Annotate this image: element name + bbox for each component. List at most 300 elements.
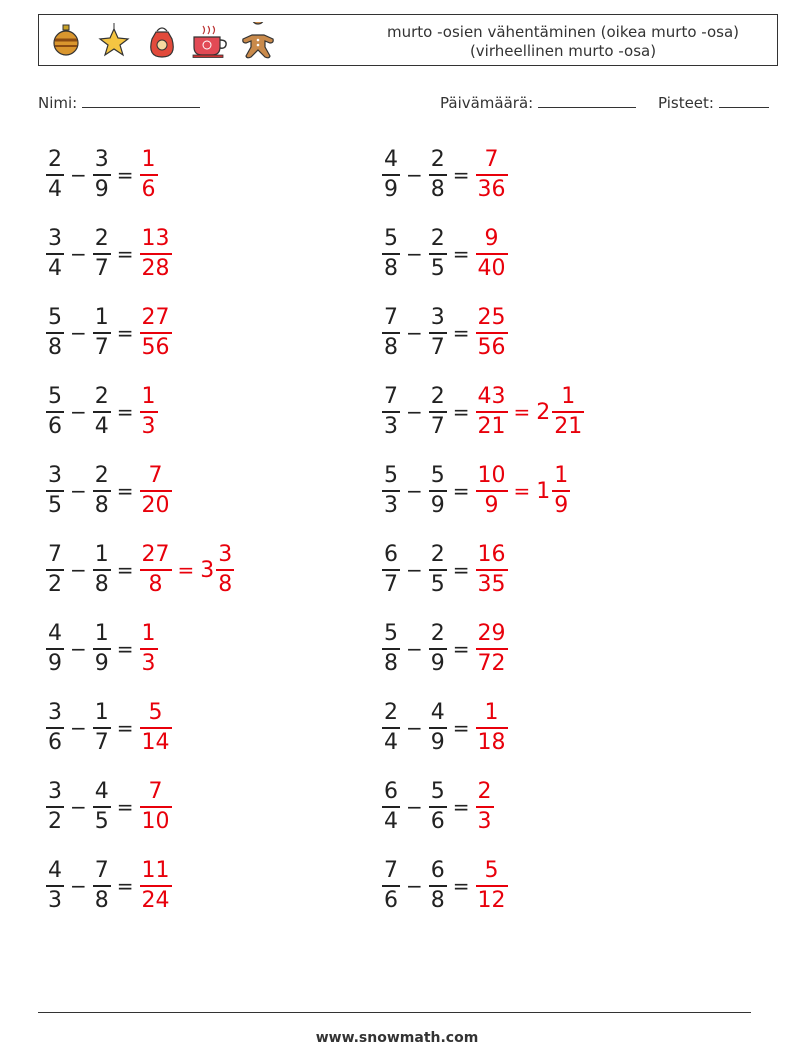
problem-item — [46, 698, 172, 758]
equals-sign: = — [452, 874, 470, 898]
minus-sign: − — [406, 558, 423, 582]
denominator: 6 — [384, 887, 398, 913]
equals-sign: = — [452, 163, 470, 187]
answer-fraction — [140, 384, 158, 440]
equals-sign: = — [452, 716, 470, 740]
denominator: 8 — [218, 571, 233, 597]
fraction-bar — [382, 806, 400, 808]
numerator: 1 — [94, 542, 109, 568]
minus-sign: − — [70, 321, 87, 345]
fraction-bar — [476, 174, 508, 176]
subtrahend-fraction — [93, 305, 111, 361]
minuend-fraction — [46, 305, 64, 361]
equals-sign: = — [452, 242, 470, 266]
problem-item — [382, 461, 570, 521]
denominator: 5 — [94, 808, 109, 834]
problem-item — [382, 698, 508, 758]
numerator: 1 — [94, 700, 109, 726]
mixed-whole-number: 3 — [200, 557, 215, 583]
fraction-bar — [476, 411, 508, 413]
answer-fraction — [476, 621, 508, 677]
subtrahend-fraction — [93, 621, 111, 677]
subtrahend-fraction — [429, 305, 447, 361]
name-blank[interactable] — [82, 93, 200, 108]
minus-sign: − — [70, 558, 87, 582]
fraction-bar — [140, 253, 172, 255]
fraction-bar — [429, 253, 447, 255]
answer-fraction — [476, 384, 508, 440]
problem-item — [382, 777, 494, 837]
fraction-bar — [93, 885, 111, 887]
fraction-bar — [382, 648, 400, 650]
denominator: 20 — [141, 492, 170, 518]
numerator: 1 — [94, 621, 109, 647]
numerator: 25 — [477, 305, 506, 331]
problem-item — [382, 856, 508, 916]
fraction-bar — [46, 253, 64, 255]
numerator: 1 — [561, 384, 576, 410]
minus-sign: − — [70, 242, 87, 266]
fraction-bar — [429, 490, 447, 492]
denominator: 5 — [430, 255, 445, 281]
mixed-fraction — [552, 463, 570, 519]
answer-fraction — [140, 542, 172, 598]
minuend-fraction — [46, 779, 64, 835]
problem-item — [382, 303, 508, 363]
fraction-bar — [382, 253, 400, 255]
numerator: 9 — [484, 226, 499, 252]
denominator: 12 — [477, 887, 506, 913]
fraction-bar — [46, 806, 64, 808]
fraction-bar — [476, 648, 508, 650]
score-blank[interactable] — [719, 93, 769, 108]
problem-item — [382, 619, 508, 679]
name-field[interactable] — [38, 93, 200, 112]
numerator: 3 — [430, 305, 445, 331]
problem-item — [46, 145, 158, 205]
fraction-bar — [46, 885, 64, 887]
denominator: 9 — [430, 650, 445, 676]
answer-fraction — [140, 858, 172, 914]
numerator: 27 — [141, 305, 170, 331]
worksheet-title: murto -osien vähentäminen (oikea murto -osa) (virheellinen murto -osa) — [386, 23, 740, 60]
subtrahend-fraction — [429, 542, 447, 598]
numerator: 2 — [94, 226, 109, 252]
numerator: 7 — [94, 858, 109, 884]
mixed-whole-number: 2 — [536, 399, 551, 425]
numerator: 7 — [148, 463, 163, 489]
equals-sign: = — [116, 716, 134, 740]
fraction-bar — [93, 727, 111, 729]
numerator: 3 — [48, 463, 62, 489]
denominator: 9 — [94, 176, 109, 202]
fraction-bar — [476, 885, 508, 887]
fraction-bar — [429, 332, 447, 334]
fraction-bar — [429, 885, 447, 887]
fraction-bar — [476, 569, 508, 571]
subtrahend-fraction — [93, 226, 111, 282]
subtrahend-fraction — [93, 384, 111, 440]
minuend-fraction — [382, 700, 400, 756]
answer-fraction — [476, 147, 508, 203]
fraction-bar — [476, 727, 508, 729]
denominator: 2 — [48, 571, 62, 597]
star-ornament-icon — [93, 21, 135, 61]
minuend-fraction — [382, 305, 400, 361]
denominator: 9 — [384, 176, 398, 202]
answer-fraction — [140, 305, 172, 361]
fraction-bar — [552, 411, 584, 413]
fraction-bar — [93, 411, 111, 413]
denominator: 3 — [384, 413, 398, 439]
denominator: 18 — [477, 729, 506, 755]
denominator: 9 — [430, 729, 445, 755]
numerator: 5 — [484, 858, 499, 884]
fraction-bar — [46, 411, 64, 413]
equals-sign: = — [116, 400, 134, 424]
mixed-whole-number: 1 — [536, 478, 551, 504]
fraction-bar — [382, 490, 400, 492]
worksheet-header — [38, 14, 778, 66]
fraction-bar — [429, 174, 447, 176]
minus-sign: − — [406, 400, 423, 424]
fraction-bar — [93, 332, 111, 334]
problem-item — [382, 145, 508, 205]
numerator: 1 — [141, 147, 156, 173]
subtrahend-fraction — [429, 226, 447, 282]
fraction-bar — [552, 490, 570, 492]
fraction-bar — [93, 490, 111, 492]
denominator: 8 — [94, 571, 109, 597]
numerator: 1 — [484, 700, 499, 726]
denominator: 8 — [94, 887, 109, 913]
fraction-bar — [46, 332, 64, 334]
numerator: 13 — [141, 226, 170, 252]
numerator: 2 — [430, 226, 445, 252]
numerator: 1 — [141, 384, 156, 410]
fraction-bar — [429, 727, 447, 729]
numerator: 3 — [48, 226, 62, 252]
fraction-bar — [382, 174, 400, 176]
denominator: 6 — [48, 413, 62, 439]
equals-sign: = — [116, 479, 134, 503]
mixed-equals-sign: = — [177, 558, 195, 582]
gift-sack-icon — [141, 21, 183, 61]
problem-item — [46, 540, 234, 600]
minuend-fraction — [46, 226, 64, 282]
score-field[interactable] — [658, 93, 769, 112]
fraction-bar — [140, 727, 172, 729]
minus-sign: − — [70, 163, 87, 187]
fraction-bar — [429, 569, 447, 571]
fraction-bar — [429, 806, 447, 808]
equals-sign: = — [452, 479, 470, 503]
numerator: 7 — [384, 384, 398, 410]
answer-fraction — [476, 463, 508, 519]
equals-sign: = — [452, 321, 470, 345]
fraction-bar — [46, 174, 64, 176]
numerator: 7 — [148, 779, 163, 805]
numerator: 2 — [48, 147, 62, 173]
fraction-bar — [140, 569, 172, 571]
minus-sign: − — [70, 874, 87, 898]
numerator: 3 — [218, 542, 233, 568]
fraction-bar — [429, 411, 447, 413]
numerator: 16 — [477, 542, 506, 568]
numerator: 5 — [430, 463, 445, 489]
numerator: 5 — [430, 779, 445, 805]
denominator: 21 — [554, 413, 583, 439]
denominator: 7 — [94, 334, 109, 360]
minuend-fraction — [46, 463, 64, 519]
denominator: 7 — [94, 255, 109, 281]
mixed-fraction — [552, 384, 584, 440]
numerator: 3 — [94, 147, 109, 173]
answer-fraction — [476, 542, 508, 598]
fraction-bar — [140, 648, 158, 650]
fraction-bar — [93, 253, 111, 255]
denominator: 2 — [48, 808, 62, 834]
numerator: 2 — [430, 542, 445, 568]
denominator: 14 — [141, 729, 170, 755]
mixed-equals-sign: = — [513, 400, 531, 424]
denominator: 8 — [384, 650, 398, 676]
fraction-bar — [93, 648, 111, 650]
equals-sign: = — [116, 637, 134, 661]
fraction-bar — [476, 806, 494, 808]
fraction-bar — [93, 806, 111, 808]
answer-fraction — [476, 779, 494, 835]
subtrahend-fraction — [429, 621, 447, 677]
denominator: 6 — [141, 176, 156, 202]
minuend-fraction — [46, 621, 64, 677]
denominator: 40 — [477, 255, 506, 281]
denominator: 6 — [430, 808, 445, 834]
minus-sign: − — [70, 795, 87, 819]
equals-sign: = — [116, 321, 134, 345]
denominator: 21 — [477, 413, 506, 439]
numerator: 5 — [384, 226, 398, 252]
mixed-equals-sign: = — [513, 479, 531, 503]
minuend-fraction — [46, 700, 64, 756]
problem-item — [382, 224, 508, 284]
fraction-bar — [140, 174, 158, 176]
numerator: 1 — [141, 621, 156, 647]
denominator: 5 — [48, 492, 62, 518]
denominator: 8 — [430, 176, 445, 202]
equals-sign: = — [452, 558, 470, 582]
minuend-fraction — [382, 463, 400, 519]
fraction-bar — [140, 332, 172, 334]
answer-fraction — [476, 226, 508, 282]
denominator: 9 — [484, 492, 499, 518]
denominator: 3 — [48, 887, 62, 913]
problem-item — [46, 303, 172, 363]
denominator: 9 — [430, 492, 445, 518]
equals-sign: = — [452, 400, 470, 424]
answer-fraction — [140, 621, 158, 677]
numerator: 2 — [430, 384, 445, 410]
denominator: 7 — [94, 729, 109, 755]
name-label: Nimi: — [38, 94, 78, 112]
numerator: 4 — [384, 147, 398, 173]
denominator: 72 — [477, 650, 506, 676]
date-field[interactable] — [440, 93, 636, 112]
minus-sign: − — [70, 716, 87, 740]
fraction-bar — [140, 411, 158, 413]
denominator: 8 — [430, 887, 445, 913]
denominator: 5 — [430, 571, 445, 597]
date-blank[interactable] — [538, 93, 636, 108]
problem-item — [46, 461, 172, 521]
subtrahend-fraction — [93, 542, 111, 598]
denominator: 6 — [48, 729, 62, 755]
date-label: Päivämäärä: — [440, 94, 534, 112]
denominator: 10 — [141, 808, 170, 834]
answer-fraction — [140, 779, 172, 835]
subtrahend-fraction — [429, 384, 447, 440]
decoration-icons — [45, 21, 279, 61]
gingerbread-man-icon — [237, 21, 279, 61]
mixed-fraction — [216, 542, 234, 598]
numerator: 5 — [384, 463, 398, 489]
numerator: 4 — [48, 858, 62, 884]
denominator: 35 — [477, 571, 506, 597]
fraction-bar — [382, 727, 400, 729]
fraction-bar — [46, 648, 64, 650]
fraction-bar — [46, 490, 64, 492]
fraction-bar — [382, 411, 400, 413]
numerator: 5 — [48, 384, 62, 410]
minus-sign: − — [406, 321, 423, 345]
numerator: 6 — [430, 858, 445, 884]
numerator: 5 — [384, 621, 398, 647]
equals-sign: = — [116, 163, 134, 187]
denominator: 3 — [141, 413, 156, 439]
fraction-bar — [46, 569, 64, 571]
denominator: 9 — [94, 650, 109, 676]
denominator: 8 — [148, 571, 163, 597]
numerator: 1 — [94, 305, 109, 331]
numerator: 2 — [94, 463, 109, 489]
fraction-bar — [140, 885, 172, 887]
denominator: 8 — [48, 334, 62, 360]
numerator: 6 — [384, 542, 398, 568]
minus-sign: − — [406, 479, 423, 503]
minuend-fraction — [382, 542, 400, 598]
minus-sign: − — [406, 795, 423, 819]
problem-item — [382, 382, 584, 442]
numerator: 2 — [430, 621, 445, 647]
minuend-fraction — [382, 384, 400, 440]
answer-fraction — [140, 700, 172, 756]
minus-sign: − — [70, 637, 87, 661]
fraction-bar — [46, 727, 64, 729]
denominator: 28 — [141, 255, 170, 281]
minuend-fraction — [46, 147, 64, 203]
fraction-bar — [476, 490, 508, 492]
numerator: 7 — [484, 147, 499, 173]
minus-sign: − — [406, 242, 423, 266]
numerator: 29 — [477, 621, 506, 647]
numerator: 3 — [48, 779, 62, 805]
subtrahend-fraction — [93, 779, 111, 835]
fraction-bar — [476, 253, 508, 255]
minuend-fraction — [46, 542, 64, 598]
answer-fraction — [476, 858, 508, 914]
subtrahend-fraction — [429, 700, 447, 756]
minuend-fraction — [46, 384, 64, 440]
numerator: 4 — [94, 779, 109, 805]
numerator: 7 — [384, 858, 398, 884]
denominator: 24 — [141, 887, 170, 913]
numerator: 7 — [384, 305, 398, 331]
equals-sign: = — [452, 795, 470, 819]
subtrahend-fraction — [429, 858, 447, 914]
denominator: 7 — [430, 413, 445, 439]
minus-sign: − — [406, 637, 423, 661]
numerator: 5 — [148, 700, 163, 726]
numerator: 10 — [477, 463, 506, 489]
minuend-fraction — [382, 147, 400, 203]
numerator: 6 — [384, 779, 398, 805]
minuend-fraction — [46, 858, 64, 914]
answer-fraction — [140, 463, 172, 519]
denominator: 8 — [384, 334, 398, 360]
ornament-ball-icon — [45, 21, 87, 61]
denominator: 4 — [48, 176, 62, 202]
problem-item — [46, 856, 172, 916]
minuend-fraction — [382, 621, 400, 677]
denominator: 4 — [384, 808, 398, 834]
minuend-fraction — [382, 858, 400, 914]
denominator: 4 — [384, 729, 398, 755]
numerator: 7 — [48, 542, 62, 568]
numerator: 11 — [141, 858, 170, 884]
equals-sign: = — [116, 874, 134, 898]
fraction-bar — [216, 569, 234, 571]
subtrahend-fraction — [429, 779, 447, 835]
footer-divider — [38, 1012, 751, 1013]
footer-url: www.snowmath.com — [315, 1030, 479, 1046]
problem-item — [46, 777, 172, 837]
score-label: Pisteet: — [658, 94, 714, 112]
minuend-fraction — [382, 779, 400, 835]
denominator: 4 — [48, 255, 62, 281]
subtrahend-fraction — [429, 463, 447, 519]
denominator: 4 — [94, 413, 109, 439]
problem-item — [46, 382, 158, 442]
problem-item — [46, 224, 172, 284]
fraction-bar — [140, 806, 172, 808]
denominator: 3 — [477, 808, 492, 834]
numerator: 2 — [477, 779, 492, 805]
denominator: 56 — [477, 334, 506, 360]
numerator: 27 — [141, 542, 170, 568]
denominator: 7 — [430, 334, 445, 360]
subtrahend-fraction — [93, 700, 111, 756]
denominator: 36 — [477, 176, 506, 202]
fraction-bar — [93, 569, 111, 571]
answer-fraction — [476, 305, 508, 361]
minus-sign: − — [406, 874, 423, 898]
numerator: 2 — [430, 147, 445, 173]
subtrahend-fraction — [93, 858, 111, 914]
numerator: 2 — [94, 384, 109, 410]
fraction-bar — [429, 648, 447, 650]
subtrahend-fraction — [429, 147, 447, 203]
problem-item — [382, 540, 508, 600]
